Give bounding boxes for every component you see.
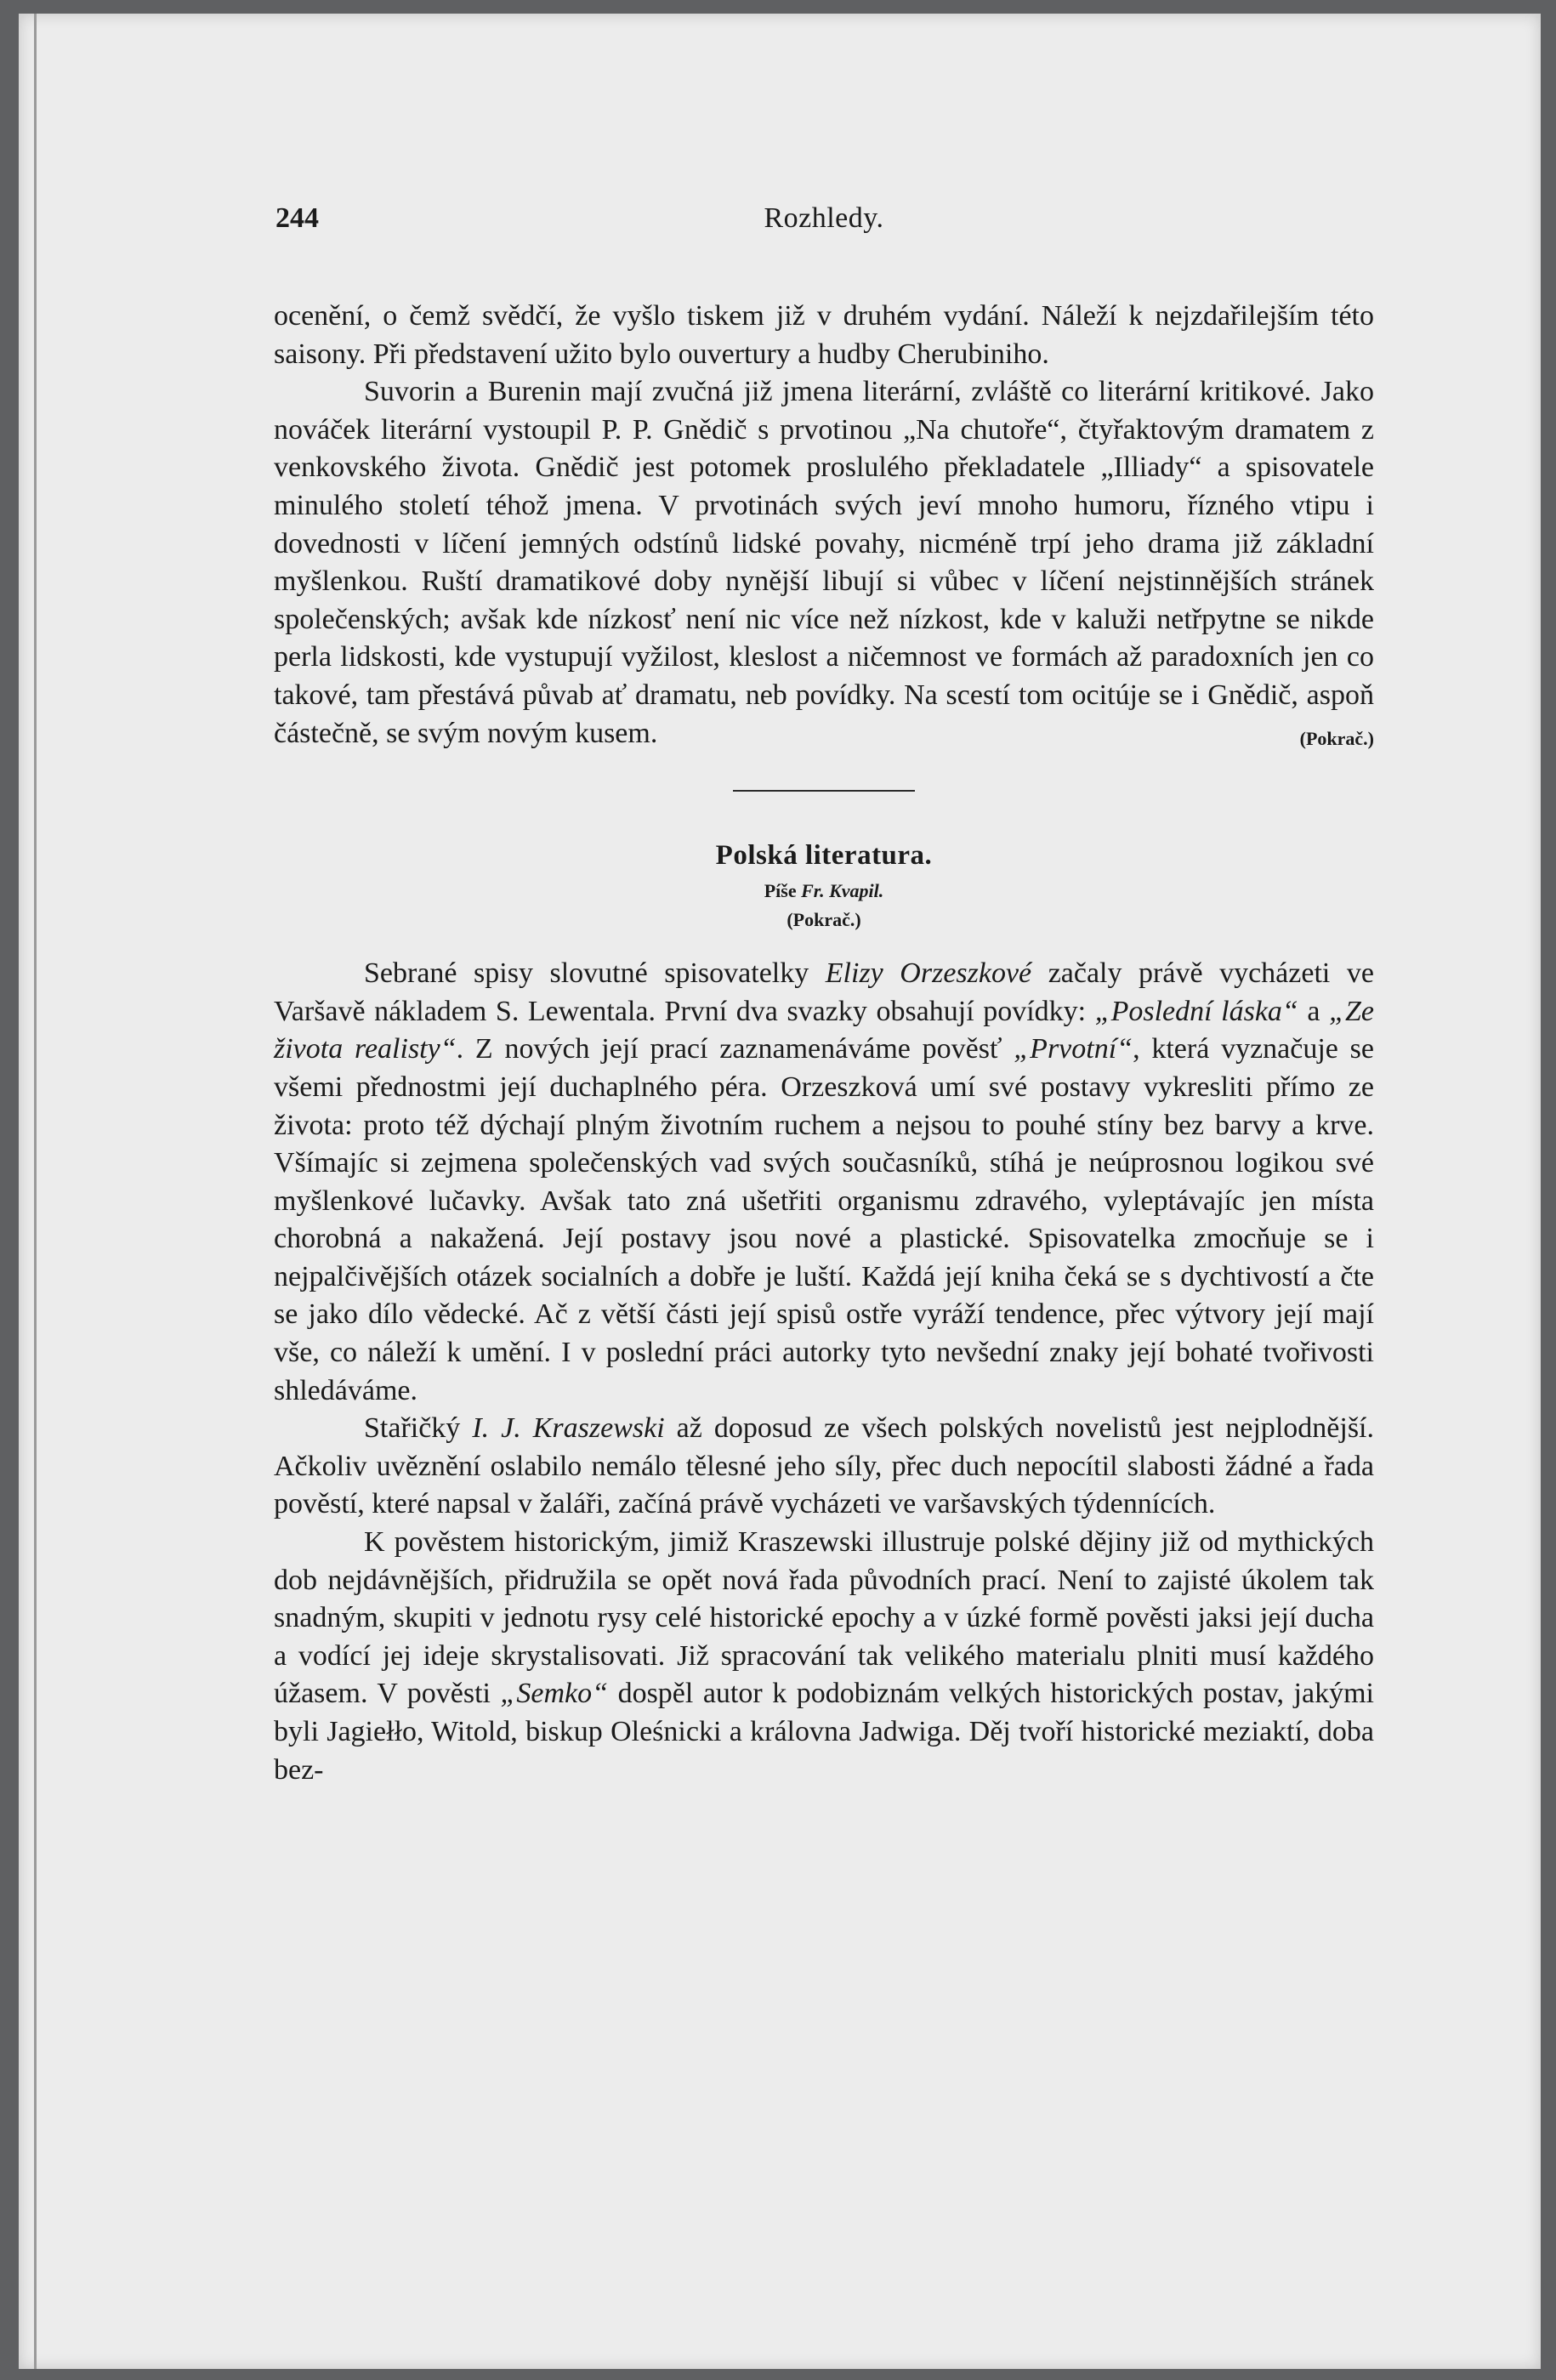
work-title-italic: „Prvotní“ [1014, 1033, 1133, 1065]
work-title-italic: „Ze života realisty“ [274, 995, 1374, 1065]
text-run: . Z nových její prací zaznamenáváme pověsť [456, 1033, 1014, 1065]
continued-note-polish: (Pokrač.) [787, 909, 861, 931]
byline-author: Fr. Kvapil. [801, 880, 884, 902]
scanned-page [19, 14, 1541, 2369]
text-run: K pověstem historickým, jimiž Kraszewski illustruje polské dějiny již od mythických dob nejdávnějších, přidružila se opět nová řada původních prací. Není to zajisté úkolem tak snadným, skupiti v jednotu rysy celé historické epochy a v úzké formě pověsti jaksi její ducha a vodící jej ideje skrystalisovati. Již spracování tak velikého materialu plniti musí každého úžasem. V pověsti [274, 1526, 1374, 1710]
page-number: 244 [275, 202, 319, 234]
paragraph-russian-drama-text: Suvorin a Burenin mají zvučná již jmena literární, zvláště co literární kritikové. Jako nováček literární vystoupil P. P. Gnědič s prvotinou „Na chutoře“, čtyřaktovým dramatem z venkovského života. Gnědič jest potomek proslulého překladatele „Illiady“ a spisovatele minulého století téhož jmena. V prvotinách svých jeví mnoho humoru, řízného vtipu i dovednosti v líčení jemných odstínů lidské povahy, nicméně trpí jeho drama již základní myšlenkou. Ruští dramatikové doby nynější libují si vůbec v líčení nejstinnějších stránek společenských; avšak kde nízkosť není nic více než nízkost, kde v kaluži netřpytne se nikde perla lidskosti, kde vystupují vyžilost, kleslost a ničemnost ve formách až paradoxních jen co takové, tam přestává půvab ať dramatu, neb povídky. Na scestí tom ocitúje se i Gnědič, aspoň částečně, se svým novým kusem. [274, 376, 1374, 749]
page-header [274, 202, 1374, 253]
continued-note-russian: (Pokrač.) [1299, 727, 1374, 749]
paragraph-russian-drama [274, 373, 1374, 753]
paragraph-orzeszkova [274, 955, 1374, 1410]
text-run: Sebrané spisy slovutné spisovatelky [364, 957, 826, 990]
text-run: Stařičký [364, 1412, 473, 1445]
paragraph-kraszewski [274, 1410, 1374, 1524]
author-name-italic: I. J. Kraszewski [472, 1412, 665, 1445]
work-title-italic: „Poslední láska“ [1094, 995, 1298, 1027]
paragraph-continuation: ocenění, o čemž svědčí, že vyšlo tiskem již v druhém vydání. Náleží k nejzdařilejším této saisony. Při představení užito bylo ouvertury a hudby Cherubiniho. [274, 300, 1374, 370]
text-run: , která vyznačuje se všemi přednostmi její duchaplného péra. Orzeszková umí své postavy vykresliti přímo ze života: proto též dýchají plným životním ruchem a nejsou to pouhé stíny bez barvy a krve. Všímajíc si zejmena společenských vad svých současníků, stíhá je neúprosnou logikou své myšlenkové lučavky. Avšak tato zná ušetřiti organismu zdravého, vyleptávajíc jen místa chorobná a nakažená. Její postavy jsou nové a plastické. Spisovatelka zmocňuje se i nejpalčivějších otázek socialních a dobře je luští. Každá její kniha čeká se s dychtivostí a čte se jako dílo vědecké. Ač z větší části její spisů ostře vyráží tendence, přec výtvory její mají vše, co náleží k umění. I v poslední práci autorky tyto nevšední znaky její bohaté tvořivosti shledáváme. [274, 1033, 1374, 1406]
paragraph-historical-tales [274, 1524, 1374, 1789]
text-run: a [1298, 995, 1330, 1027]
text-run: začaly právě vycházeti ve Varšavě nákladem S. Lewentala. První dva svazky obsahují povídky: [274, 957, 1374, 1027]
article-title: Polská literatura. [715, 840, 933, 872]
section-divider [733, 790, 915, 792]
text-run: dospěl autor k podobiznám velkých historických postav, jakými byli Jagiełło, Witold, biskup Oleśnicki a královna Jadwiga. Děj tvoří historické meziaktí, doba bez- [274, 1678, 1374, 1786]
byline-prefix: Píše [764, 880, 797, 902]
byline [274, 875, 1374, 907]
text-run: až doposud ze všech polských novelistů jest nejplodnější. Ačkoliv uvěznění oslabilo nemálo tělesné jeho síly, přec duch nepocítil slabosti žádné a řada pověstí, které napsal v žaláři, začíná právě vycházeti ve varšavských týdennících. [274, 1412, 1374, 1520]
author-name-italic: Elizy Orzeszkové [825, 957, 1032, 990]
running-head: Rozhledy. [764, 202, 884, 234]
page-content [274, 202, 1374, 1789]
work-title-italic: „Semko“ [500, 1678, 609, 1710]
